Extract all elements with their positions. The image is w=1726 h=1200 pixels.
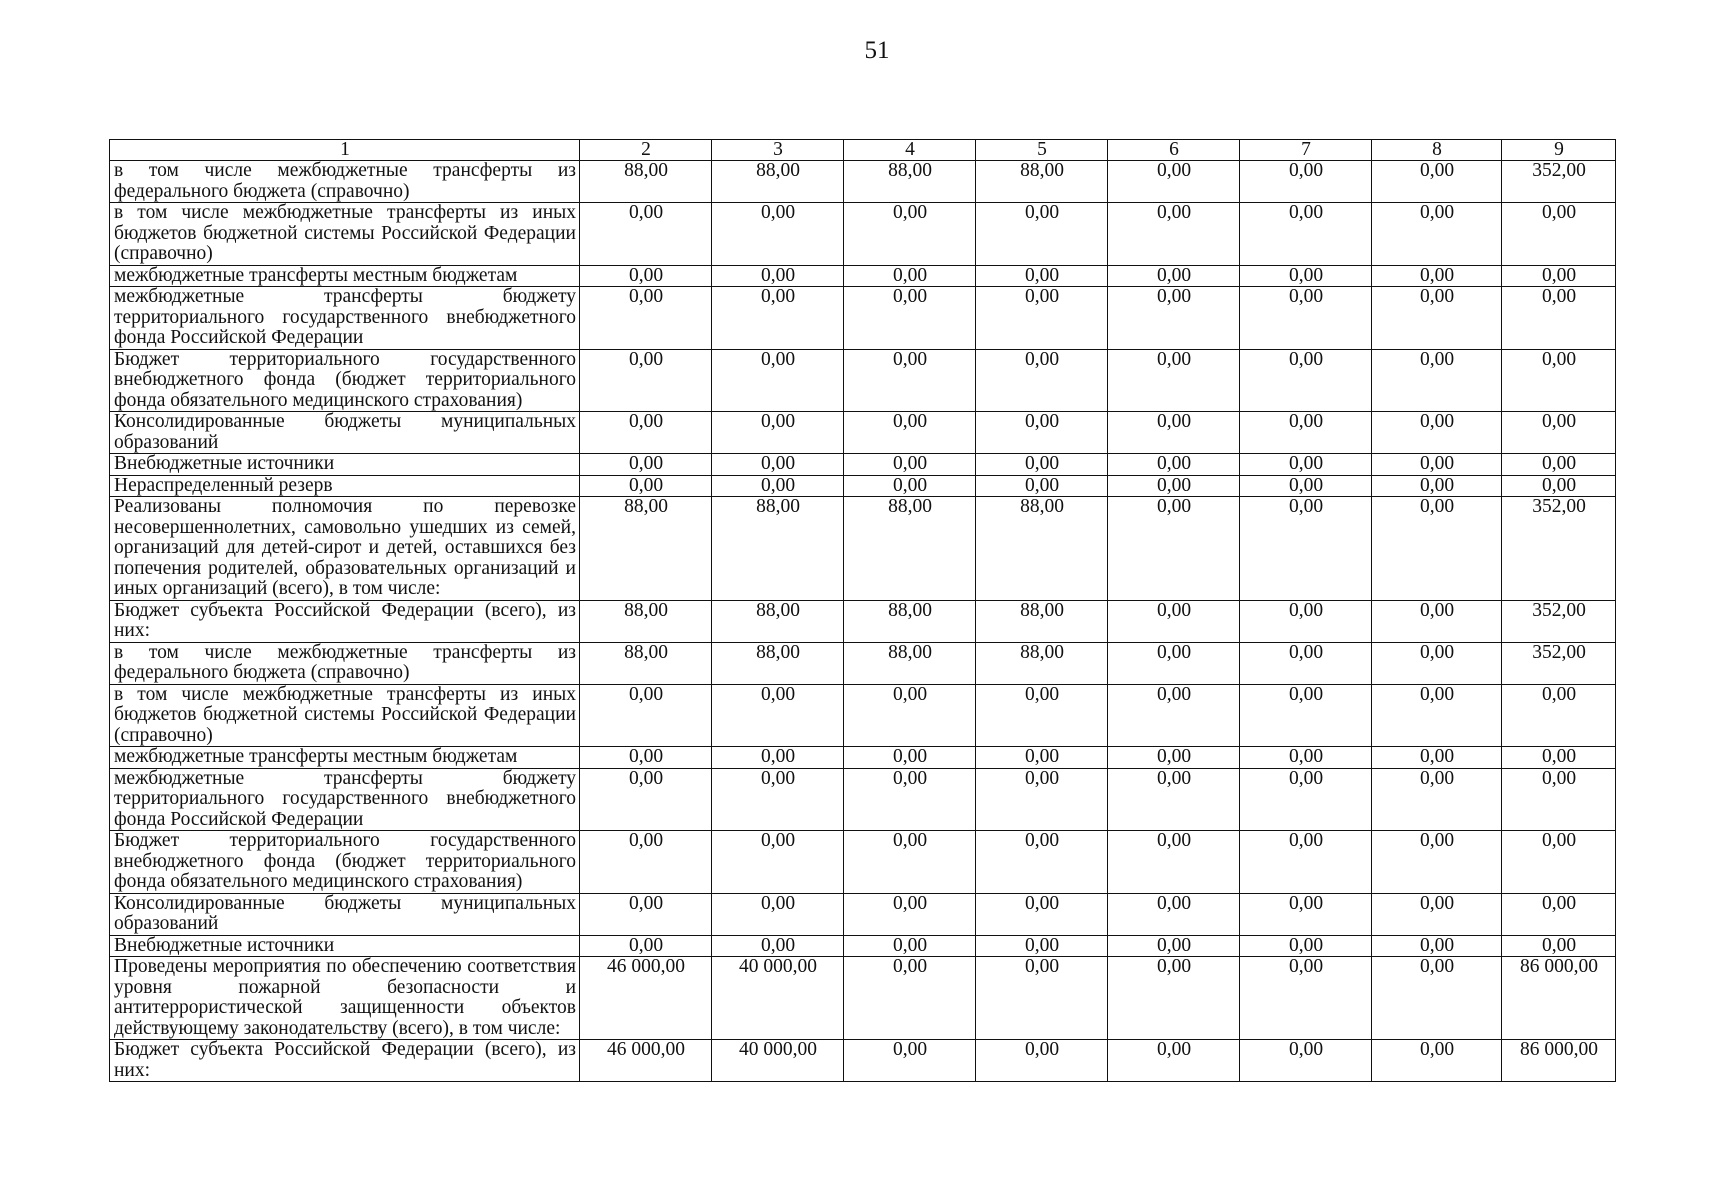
value-cell-col-9: 0,00 [1502,475,1616,497]
value-cell-col-8: 0,00 [1372,475,1502,497]
value-cell-col-7: 0,00 [1240,497,1372,601]
table-row [110,1040,1616,1082]
value-cell-col-4: 88,00 [844,497,976,601]
value-cell-col-6: 0,00 [1108,203,1240,266]
value-cell-col-2: 0,00 [580,475,712,497]
value-cell-col-8: 0,00 [1372,161,1502,203]
value-cell-col-7: 0,00 [1240,600,1372,642]
value-cell-col-8: 0,00 [1372,831,1502,894]
value-cell-col-4: 0,00 [844,893,976,935]
column-header-7: 7 [1240,140,1372,161]
value-cell-col-3: 0,00 [712,412,844,454]
column-header-8: 8 [1372,140,1502,161]
budget-table [109,139,1616,1082]
value-cell-col-2: 0,00 [580,203,712,266]
table-row [110,412,1616,454]
row-label: Консолидированные бюджеты муниципальных образований [110,893,580,935]
value-cell-col-9: 0,00 [1502,287,1616,350]
value-cell-col-5: 0,00 [976,935,1108,957]
value-cell-col-8: 0,00 [1372,1040,1502,1082]
value-cell-col-4: 0,00 [844,747,976,769]
value-cell-col-9: 86 000,00 [1502,1040,1616,1082]
value-cell-col-4: 0,00 [844,935,976,957]
value-cell-col-2: 0,00 [580,454,712,476]
header-row [110,140,1616,161]
value-cell-col-5: 88,00 [976,497,1108,601]
value-cell-col-8: 0,00 [1372,203,1502,266]
value-cell-col-9: 0,00 [1502,768,1616,831]
value-cell-col-6: 0,00 [1108,161,1240,203]
value-cell-col-7: 0,00 [1240,768,1372,831]
row-label: Консолидированные бюджеты муниципальных образований [110,412,580,454]
row-label: Внебюджетные источники [110,935,580,957]
value-cell-col-3: 0,00 [712,203,844,266]
value-cell-col-2: 0,00 [580,265,712,287]
value-cell-col-8: 0,00 [1372,265,1502,287]
value-cell-col-6: 0,00 [1108,768,1240,831]
value-cell-col-8: 0,00 [1372,600,1502,642]
value-cell-col-8: 0,00 [1372,747,1502,769]
value-cell-col-4: 0,00 [844,265,976,287]
value-cell-col-5: 0,00 [976,475,1108,497]
value-cell-col-5: 0,00 [976,287,1108,350]
value-cell-col-4: 88,00 [844,161,976,203]
value-cell-col-6: 0,00 [1108,412,1240,454]
value-cell-col-5: 0,00 [976,349,1108,412]
value-cell-col-2: 88,00 [580,161,712,203]
value-cell-col-6: 0,00 [1108,475,1240,497]
value-cell-col-2: 0,00 [580,412,712,454]
value-cell-col-8: 0,00 [1372,893,1502,935]
value-cell-col-7: 0,00 [1240,1040,1372,1082]
value-cell-col-5: 0,00 [976,203,1108,266]
value-cell-col-2: 0,00 [580,287,712,350]
value-cell-col-8: 0,00 [1372,935,1502,957]
value-cell-col-4: 0,00 [844,412,976,454]
value-cell-col-9: 352,00 [1502,497,1616,601]
value-cell-col-9: 0,00 [1502,349,1616,412]
value-cell-col-2: 88,00 [580,642,712,684]
value-cell-col-2: 46 000,00 [580,957,712,1040]
table-row [110,642,1616,684]
value-cell-col-9: 0,00 [1502,265,1616,287]
value-cell-col-3: 88,00 [712,497,844,601]
row-label: Внебюджетные источники [110,454,580,476]
row-label: Бюджет территориального государственного внебюджетного фонда (бюджет территориального фонда обязательного медицинского страхования) [110,349,580,412]
value-cell-col-3: 0,00 [712,747,844,769]
value-cell-col-5: 0,00 [976,893,1108,935]
value-cell-col-4: 0,00 [844,454,976,476]
value-cell-col-3: 0,00 [712,935,844,957]
value-cell-col-6: 0,00 [1108,265,1240,287]
value-cell-col-9: 0,00 [1502,454,1616,476]
value-cell-col-6: 0,00 [1108,454,1240,476]
row-label: Нераспределенный резерв [110,475,580,497]
table-row [110,935,1616,957]
value-cell-col-4: 0,00 [844,475,976,497]
table-row [110,893,1616,935]
column-header-3: 3 [712,140,844,161]
table-row [110,747,1616,769]
value-cell-col-4: 0,00 [844,768,976,831]
column-header-5: 5 [976,140,1108,161]
row-label: межбюджетные трансферты местным бюджетам [110,747,580,769]
value-cell-col-7: 0,00 [1240,265,1372,287]
value-cell-col-6: 0,00 [1108,1040,1240,1082]
value-cell-col-5: 0,00 [976,412,1108,454]
value-cell-col-7: 0,00 [1240,475,1372,497]
value-cell-col-3: 0,00 [712,684,844,747]
row-label: межбюджетные трансферты местным бюджетам [110,265,580,287]
row-label: Бюджет субъекта Российской Федерации (всего), из них: [110,600,580,642]
value-cell-col-5: 0,00 [976,454,1108,476]
value-cell-col-6: 0,00 [1108,684,1240,747]
value-cell-col-7: 0,00 [1240,831,1372,894]
value-cell-col-6: 0,00 [1108,957,1240,1040]
table-row [110,957,1616,1040]
value-cell-col-4: 0,00 [844,831,976,894]
value-cell-col-7: 0,00 [1240,161,1372,203]
value-cell-col-3: 0,00 [712,768,844,831]
value-cell-col-6: 0,00 [1108,497,1240,601]
value-cell-col-7: 0,00 [1240,412,1372,454]
value-cell-col-6: 0,00 [1108,287,1240,350]
value-cell-col-5: 88,00 [976,161,1108,203]
value-cell-col-4: 88,00 [844,642,976,684]
row-label: Бюджет территориального государственного внебюджетного фонда (бюджет территориального фонда обязательного медицинского страхования) [110,831,580,894]
value-cell-col-2: 0,00 [580,768,712,831]
value-cell-col-3: 0,00 [712,265,844,287]
value-cell-col-3: 88,00 [712,642,844,684]
value-cell-col-7: 0,00 [1240,893,1372,935]
value-cell-col-7: 0,00 [1240,287,1372,350]
value-cell-col-8: 0,00 [1372,497,1502,601]
table-row [110,475,1616,497]
value-cell-col-4: 0,00 [844,203,976,266]
table-row [110,454,1616,476]
value-cell-col-9: 86 000,00 [1502,957,1616,1040]
value-cell-col-2: 0,00 [580,349,712,412]
value-cell-col-5: 0,00 [976,747,1108,769]
value-cell-col-3: 88,00 [712,600,844,642]
value-cell-col-4: 0,00 [844,287,976,350]
value-cell-col-8: 0,00 [1372,412,1502,454]
column-header-9: 9 [1502,140,1616,161]
value-cell-col-5: 0,00 [976,1040,1108,1082]
value-cell-col-3: 88,00 [712,161,844,203]
value-cell-col-2: 0,00 [580,684,712,747]
value-cell-col-2: 46 000,00 [580,1040,712,1082]
value-cell-col-4: 0,00 [844,957,976,1040]
table-row [110,349,1616,412]
value-cell-col-5: 0,00 [976,768,1108,831]
value-cell-col-9: 352,00 [1502,161,1616,203]
column-header-6: 6 [1108,140,1240,161]
value-cell-col-9: 0,00 [1502,935,1616,957]
table-row [110,684,1616,747]
value-cell-col-2: 0,00 [580,893,712,935]
value-cell-col-6: 0,00 [1108,935,1240,957]
value-cell-col-7: 0,00 [1240,684,1372,747]
value-cell-col-8: 0,00 [1372,684,1502,747]
value-cell-col-2: 0,00 [580,831,712,894]
value-cell-col-2: 88,00 [580,497,712,601]
row-label: в том числе межбюджетные трансферты из иных бюджетов бюджетной системы Российской Федерации (справочно) [110,684,580,747]
value-cell-col-9: 0,00 [1502,203,1616,266]
value-cell-col-9: 0,00 [1502,831,1616,894]
value-cell-col-8: 0,00 [1372,642,1502,684]
row-label: в том числе межбюджетные трансферты из федерального бюджета (справочно) [110,642,580,684]
value-cell-col-6: 0,00 [1108,831,1240,894]
value-cell-col-6: 0,00 [1108,893,1240,935]
value-cell-col-3: 40 000,00 [712,957,844,1040]
value-cell-col-9: 352,00 [1502,600,1616,642]
value-cell-col-7: 0,00 [1240,454,1372,476]
value-cell-col-8: 0,00 [1372,349,1502,412]
row-label: в том числе межбюджетные трансферты из иных бюджетов бюджетной системы Российской Федерации (справочно) [110,203,580,266]
column-header-2: 2 [580,140,712,161]
table-row [110,600,1616,642]
table-row [110,161,1616,203]
table-row [110,203,1616,266]
value-cell-col-9: 0,00 [1502,747,1616,769]
value-cell-col-4: 0,00 [844,349,976,412]
column-header-1: 1 [110,140,580,161]
value-cell-col-9: 0,00 [1502,893,1616,935]
value-cell-col-3: 0,00 [712,454,844,476]
table-body [110,161,1616,1082]
value-cell-col-4: 0,00 [844,1040,976,1082]
value-cell-col-4: 88,00 [844,600,976,642]
value-cell-col-7: 0,00 [1240,203,1372,266]
value-cell-col-5: 0,00 [976,684,1108,747]
value-cell-col-5: 88,00 [976,600,1108,642]
value-cell-col-2: 88,00 [580,600,712,642]
value-cell-col-3: 0,00 [712,349,844,412]
value-cell-col-3: 0,00 [712,475,844,497]
table-row [110,497,1616,601]
row-label: межбюджетные трансферты бюджету территориального государственного внебюджетного фонда Российской Федерации [110,768,580,831]
value-cell-col-2: 0,00 [580,935,712,957]
value-cell-col-2: 0,00 [580,747,712,769]
value-cell-col-3: 0,00 [712,287,844,350]
value-cell-col-5: 0,00 [976,831,1108,894]
value-cell-col-8: 0,00 [1372,957,1502,1040]
value-cell-col-6: 0,00 [1108,600,1240,642]
page-number: 51 [864,37,890,64]
table-row [110,287,1616,350]
value-cell-col-6: 0,00 [1108,349,1240,412]
value-cell-col-6: 0,00 [1108,747,1240,769]
row-label: Реализованы полномочия по перевозке несовершеннолетних, самовольно ушедших из семей, организаций для детей-сирот и детей, оставшихся без попечения родителей, образовательных организаций и иных организаций (всего), в том числе: [110,497,580,601]
row-label: Проведены мероприятия по обеспечению соответствия уровня пожарной безопасности и антитеррористической защищенности объектов действующему законодательству (всего), в том числе: [110,957,580,1040]
value-cell-col-4: 0,00 [844,684,976,747]
table-row [110,831,1616,894]
table-row [110,265,1616,287]
value-cell-col-6: 0,00 [1108,642,1240,684]
row-label: Бюджет субъекта Российской Федерации (всего), из них: [110,1040,580,1082]
value-cell-col-9: 0,00 [1502,684,1616,747]
value-cell-col-9: 0,00 [1502,412,1616,454]
value-cell-col-5: 0,00 [976,265,1108,287]
row-label: в том числе межбюджетные трансферты из федерального бюджета (справочно) [110,161,580,203]
column-header-4: 4 [844,140,976,161]
value-cell-col-3: 0,00 [712,831,844,894]
value-cell-col-3: 0,00 [712,893,844,935]
value-cell-col-8: 0,00 [1372,768,1502,831]
value-cell-col-7: 0,00 [1240,935,1372,957]
value-cell-col-7: 0,00 [1240,957,1372,1040]
table-row [110,768,1616,831]
value-cell-col-5: 0,00 [976,957,1108,1040]
value-cell-col-8: 0,00 [1372,287,1502,350]
value-cell-col-5: 88,00 [976,642,1108,684]
value-cell-col-9: 352,00 [1502,642,1616,684]
value-cell-col-8: 0,00 [1372,454,1502,476]
row-label: межбюджетные трансферты бюджету территориального государственного внебюджетного фонда Российской Федерации [110,287,580,350]
value-cell-col-7: 0,00 [1240,349,1372,412]
value-cell-col-3: 40 000,00 [712,1040,844,1082]
value-cell-col-7: 0,00 [1240,642,1372,684]
value-cell-col-7: 0,00 [1240,747,1372,769]
